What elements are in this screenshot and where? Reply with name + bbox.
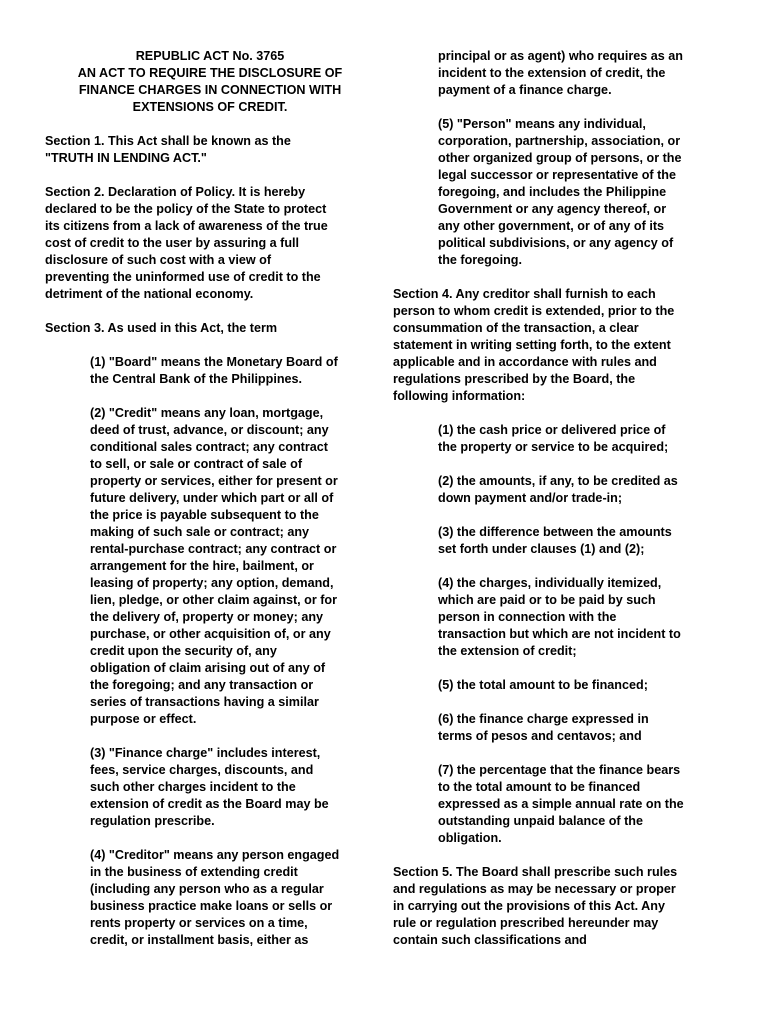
info-item-4: (4) the charges, individually itemized, which are paid or to be paid by such person in connection with the transaction but which are not incident to the extension of credit; — [438, 576, 681, 658]
definition-credit: (2) "Credit" means any loan, mortgage, deed of trust, advance, or discount; any conditional sales contract; any contract to sell, or sale or contract of sale of property or services, either for present or future delivery, under which part or all of the price is payable subsequent to the making of such sale or contract; any rental-purchase contract; any contract or arrangement for the hire, bailment, or leasing of property; any option, demand, lien, pledge, or other claim against, or for the delivery of, property or money; any purchase, or other acquisition of, or any credit upon the security of, any obligation of claim arising out of any of the foregoing; and any transaction or series of transactions having a similar purpose or effect. — [90, 406, 338, 726]
info-item-1: (1) the cash price or delivered price of the property or service to be acquired; — [438, 423, 669, 454]
definition-finance-charge: (3) "Finance charge" includes interest, fees, service charges, discounts, and such other charges incident to the extension of credit as the Board may be regulation prescribe. — [90, 746, 329, 828]
info-item-6: (6) the finance charge expressed in terms of pesos and centavos; and — [438, 712, 649, 743]
section-4: Section 4. Any creditor shall furnish to each person to whom credit is extended, prior to the consummation of the transaction, a clear statement in writing setting forth, to the extent applicable and in accordance with rules and regulations prescribed by the Board, the following information: — [393, 287, 675, 403]
right-column — [393, 48, 731, 949]
definition-board: (1) "Board" means the Monetary Board of the Central Bank of the Philippines. — [90, 355, 338, 386]
document-title: REPUBLIC ACT No. 3765 AN ACT TO REQUIRE THE DISCLOSURE OF FINANCE CHARGES IN CONNECTION WITH EXTENSIONS OF CREDIT. — [77, 49, 343, 114]
definition-person: (5) "Person" means any individual, corporation, partnership, association, or other organized group of persons, or the legal successor or representative of the foregoing, and includes the Philippine Government or any agency thereof, or any other government, or of any of its political subdivisions, or any agency of the foregoing. — [438, 117, 682, 267]
info-item-7: (7) the percentage that the finance bears to the total amount to be financed expressed as a simple annual rate on the outstanding unpaid balance of the obligation. — [438, 763, 684, 845]
definition-creditor: (4) "Creditor" means any person engaged in the business of extending credit (including any person who as a regular business practice make loans or sells or rents property or services on a time, credit, or installment basis, either as — [90, 848, 340, 947]
left-column — [45, 48, 380, 949]
section-1: Section 1. This Act shall be known as the "TRUTH IN LENDING ACT." — [45, 134, 291, 165]
info-item-3: (3) the difference between the amounts set forth under clauses (1) and (2); — [438, 525, 672, 556]
section-5: Section 5. The Board shall prescribe such rules and regulations as may be necessary or proper in carrying out the provisions of this Act. Any rule or regulation prescribed hereunder may contain such classifications and — [393, 865, 678, 947]
info-item-2: (2) the amounts, if any, to be credited as down payment and/or trade-in; — [438, 474, 678, 505]
section-2: Section 2. Declaration of Policy. It is hereby declared to be the policy of the State to protect its citizens from a lack of awareness of the true cost of credit to the user by assuring a full disclosure of such cost with a view of preventing the uninformed use of credit to the detriment of the national economy. — [45, 185, 328, 301]
info-item-5: (5) the total amount to be financed; — [438, 678, 648, 692]
section-3-intro: Section 3. As used in this Act, the term — [45, 321, 278, 335]
definition-creditor-continued: principal or as agent) who requires as an incident to the extension of credit, the payment of a finance charge. — [438, 49, 683, 97]
